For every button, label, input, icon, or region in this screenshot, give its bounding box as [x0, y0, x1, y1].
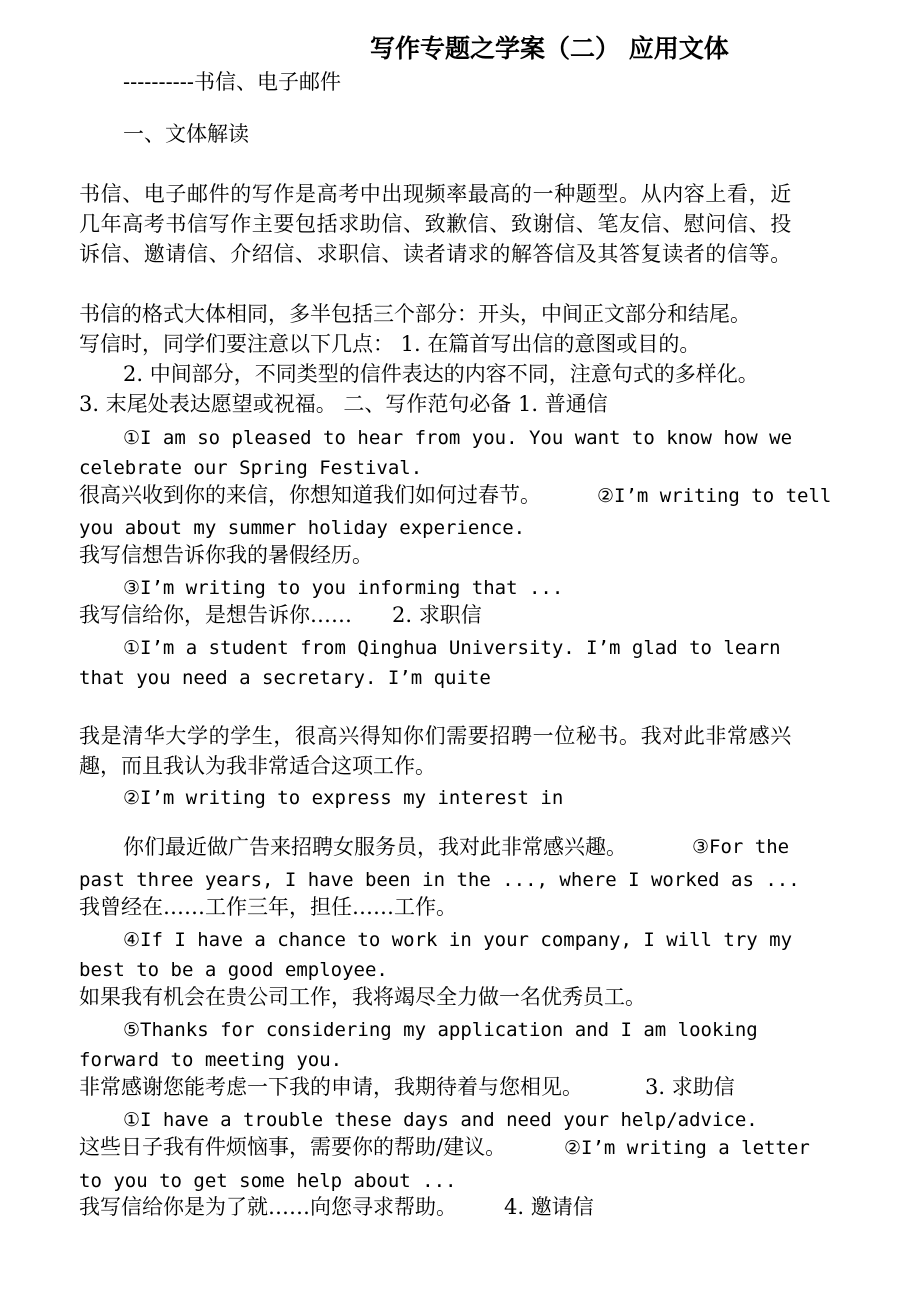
paragraph-line: 书信的格式大体相同，多半包括三个部分：开头，中间正文部分和结尾。	[79, 302, 751, 326]
example-sentence-en: ①I am so pleased to hear from you. You want to know how we	[123, 427, 793, 449]
example-sentence-en: ⑤Thanks for considering my application and I am looking	[123, 1019, 758, 1041]
example-sentence-en: you about my summer holiday experience.	[79, 517, 526, 539]
subsection-heading: 4. 邀请信	[504, 1195, 594, 1219]
example-sentence-en: past three years, I have been in the ..., where I worked as ...	[79, 869, 800, 891]
paragraph-line: 书信、电子邮件的写作是高考中出现频率最高的一种题型。从内容上看，近	[79, 182, 792, 206]
example-sentence-zh: 你们最近做广告来招聘女服务员，我对此非常感兴趣。	[123, 835, 627, 859]
example-sentence-en: forward to meeting you.	[79, 1049, 343, 1071]
section-heading-1: 一、文体解读	[123, 122, 249, 146]
example-sentence-en: best to be a good employee.	[79, 959, 388, 981]
example-sentence-en: celebrate our Spring Festival.	[79, 457, 423, 479]
example-sentence-zh: 趣，而且我认为我非常适合这项工作。	[79, 754, 436, 778]
example-sentence-zh: 这些日子我有件烦恼事，需要你的帮助/建议。	[79, 1135, 507, 1159]
example-sentence-en: ①I’m a student from Qinghua University. I’m glad to learn	[123, 637, 781, 659]
example-sentence-zh: 非常感谢您能考虑一下我的申请，我期待着与您相见。	[79, 1075, 583, 1099]
example-sentence-en: ③For the	[692, 836, 790, 858]
paragraph-line: 2. 中间部分，不同类型的信件表达的内容不同，注意句式的多样化。	[123, 362, 759, 386]
subsection-heading: 3. 求助信	[645, 1075, 735, 1099]
example-sentence-en: ③I’m writing to you informing that ...	[123, 577, 564, 599]
example-sentence-zh: 我写信给你是为了就……向您寻求帮助。	[79, 1195, 457, 1219]
example-sentence-en: to you to get some help about ...	[79, 1170, 457, 1192]
paragraph-line: 几年高考书信写作主要包括求助信、致歉信、致谢信、笔友信、慰问信、投	[79, 212, 792, 236]
example-sentence-en: ①I have a trouble these days and need your help/advice.	[123, 1109, 758, 1131]
paragraph-line: 写信时，同学们要注意以下几点： 1. 在篇首写出信的意图或目的。	[79, 332, 701, 356]
example-sentence-en: ②I’m writing to tell	[597, 485, 832, 507]
example-sentence-zh: 我写信给你，是想告诉你……	[79, 603, 352, 627]
example-sentence-en: that you need a secretary. I’m quite	[79, 667, 491, 689]
example-sentence-zh: 很高兴收到你的来信，你想知道我们如何过春节。	[79, 483, 541, 507]
example-sentence-en: ④If I have a chance to work in your company, I will try my	[123, 929, 793, 951]
example-sentence-zh: 我曾经在……工作三年，担任……工作。	[79, 895, 457, 919]
page-title: 写作专题之学案（二） 应用文体	[370, 34, 729, 63]
example-sentence-zh: 如果我有机会在贵公司工作，我将竭尽全力做一名优秀员工。	[79, 985, 646, 1009]
page-subtitle: ----------书信、电子邮件	[123, 70, 341, 94]
paragraph-line: 3. 末尾处表达愿望或祝福。 二、写作范句必备 1. 普通信	[79, 392, 608, 416]
example-sentence-zh: 我是清华大学的学生，很高兴得知你们需要招聘一位秘书。我对此非常感兴	[79, 724, 792, 748]
example-sentence-en: ②I’m writing to express my interest in	[123, 787, 564, 809]
subsection-heading: 2. 求职信	[392, 603, 482, 627]
example-sentence-en: ②I’m writing a letter	[564, 1137, 810, 1159]
example-sentence-zh: 我写信想告诉你我的暑假经历。	[79, 543, 373, 567]
paragraph-line: 诉信、邀请信、介绍信、求职信、读者请求的解答信及其答复读者的信等。	[79, 242, 792, 266]
